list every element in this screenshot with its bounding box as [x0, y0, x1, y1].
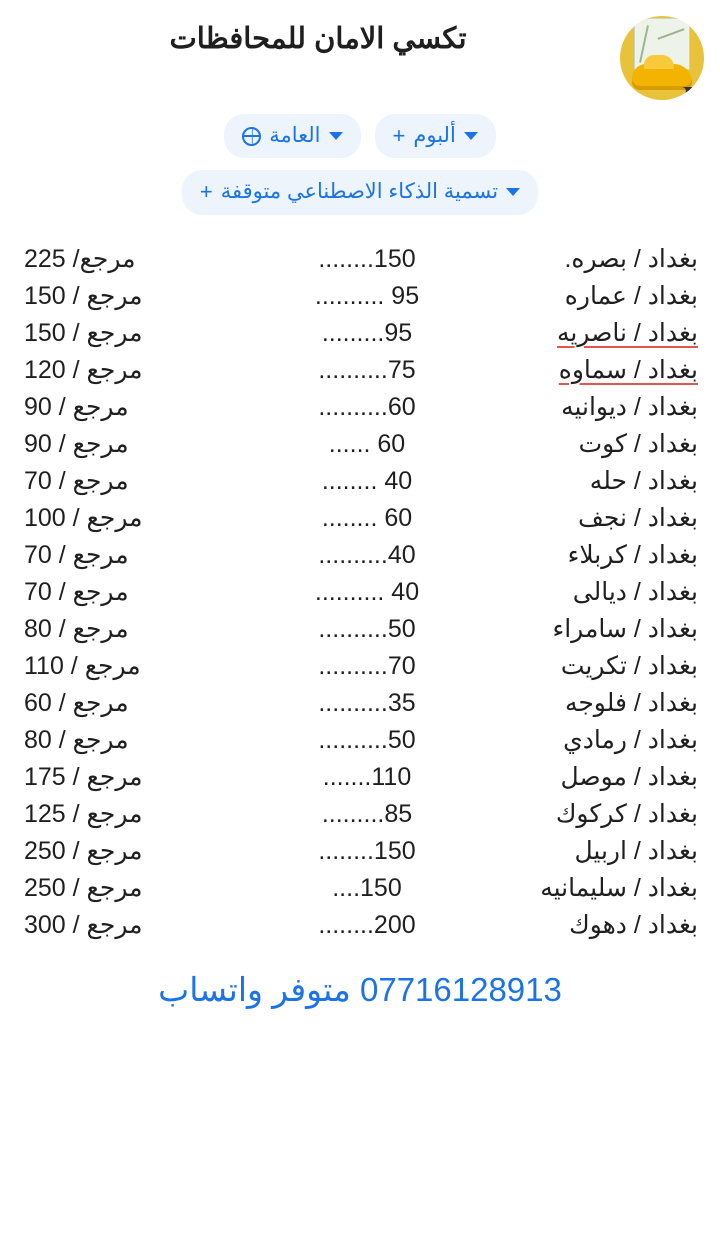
oneway-price: 60 ......: [328, 429, 406, 458]
price-row: [18, 426, 702, 463]
oneway-price: 60 ........: [321, 503, 413, 532]
price-row: [18, 611, 702, 648]
oneway-price: 95.........: [321, 318, 413, 347]
oneway-price: 75..........: [318, 355, 416, 384]
chip-row-primary: [0, 114, 720, 158]
chip-ai-labeling[interactable]: [182, 170, 538, 214]
route-label: بغداد / موصل: [560, 762, 698, 791]
contact-footer: 07716128913 متوفر واتساب: [158, 970, 562, 1008]
oneway-price: 60..........: [318, 392, 416, 421]
globe-icon: [242, 127, 261, 146]
route-label: بغداد / سماوه: [558, 355, 698, 384]
route-label: بغداد / كوت: [578, 429, 698, 458]
roundtrip-price: مرجع / 60: [24, 688, 129, 717]
roundtrip-price: مرجع / 300: [24, 910, 143, 939]
roundtrip-price: مرجع / 80: [24, 614, 129, 643]
route-label: بغداد / ناصريه: [556, 318, 698, 347]
route-label: بغداد / تكريت: [560, 651, 698, 680]
oneway-price: 35..........: [318, 688, 416, 717]
price-row: [18, 463, 702, 500]
roundtrip-price: مرجع / 90: [24, 392, 129, 421]
price-row: [18, 315, 702, 352]
roundtrip-price: مرجع / 150: [24, 281, 143, 310]
avatar[interactable]: [620, 16, 704, 100]
roundtrip-price: مرجع / 250: [24, 873, 143, 902]
price-row: [18, 574, 702, 611]
route-label: بغداد / نجف: [577, 503, 698, 532]
roundtrip-price: مرجع / 100: [24, 503, 143, 532]
plus-icon: +: [392, 123, 406, 149]
route-label: بغداد / فلوجه: [564, 688, 698, 717]
price-list: [0, 241, 720, 944]
oneway-price: 40..........: [318, 540, 416, 569]
route-label: بغداد / سامراء: [552, 614, 698, 643]
price-row: [18, 685, 702, 722]
route-label: بغداد / اربيل: [574, 836, 698, 865]
price-row: [18, 759, 702, 796]
oneway-price: 95 ..........: [314, 281, 420, 310]
route-label: بغداد / بصره.: [564, 244, 698, 273]
oneway-price: 70..........: [318, 651, 416, 680]
roundtrip-price: مرجع / 70: [24, 577, 129, 606]
price-row: [18, 796, 702, 833]
oneway-price: 110.......: [322, 762, 412, 791]
chevron-down-icon: [506, 188, 520, 196]
route-label: بغداد / كربلاء: [567, 540, 698, 569]
chip-ai-labeling-label: تسمية الذكاء الاصطناعي متوقفة: [220, 180, 499, 204]
oneway-price: 200........: [318, 910, 416, 939]
roundtrip-price: مرجع / 150: [24, 318, 143, 347]
price-row: [18, 278, 702, 315]
price-row: [18, 722, 702, 759]
roundtrip-price: مرجع / 70: [24, 466, 129, 495]
route-label: بغداد / سليمانيه: [540, 873, 698, 902]
plus-icon: +: [199, 179, 213, 205]
chip-audience-public[interactable]: [224, 114, 360, 158]
roundtrip-price: مرجع / 90: [24, 429, 129, 458]
roundtrip-price: مرجع / 110: [24, 651, 141, 680]
route-label: بغداد / عماره: [564, 281, 698, 310]
route-label: بغداد / حله: [589, 466, 698, 495]
chip-album-label: ألبوم: [413, 124, 456, 147]
route-label: بغداد / دهوك: [569, 910, 698, 939]
oneway-price: 150........: [318, 244, 416, 273]
oneway-price: 85.........: [321, 799, 413, 828]
chevron-down-icon: [329, 132, 343, 140]
chevron-down-icon: [464, 132, 478, 140]
route-label: بغداد / رمادي: [563, 725, 698, 754]
oneway-price: 40 ........: [321, 466, 413, 495]
oneway-price: 150....: [332, 873, 402, 902]
route-label: بغداد / ديالى: [572, 577, 698, 606]
roundtrip-price: مرجع / 80: [24, 725, 129, 754]
oneway-price: 40 ..........: [314, 577, 420, 606]
price-row: [18, 352, 702, 389]
roundtrip-price: مرجع / 250: [24, 836, 143, 865]
roundtrip-price: مرجع/ 225: [24, 244, 136, 273]
price-row: [18, 907, 702, 944]
post-header: [0, 0, 720, 100]
route-label: بغداد / ديوانيه: [561, 392, 698, 421]
roundtrip-price: مرجع / 125: [24, 799, 143, 828]
price-row: [18, 241, 702, 278]
price-row: [18, 648, 702, 685]
roundtrip-price: مرجع / 175: [24, 762, 143, 791]
price-row: [18, 833, 702, 870]
chip-row-secondary: [0, 170, 720, 214]
roundtrip-price: مرجع / 120: [24, 355, 143, 384]
price-row: [18, 389, 702, 426]
chip-album[interactable]: [375, 114, 496, 158]
price-row: [18, 537, 702, 574]
route-label: بغداد / كركوك: [555, 799, 698, 828]
chip-audience-label: العامة: [269, 124, 321, 147]
oneway-price: 150........: [318, 836, 416, 865]
oneway-price: 50..........: [318, 725, 416, 754]
taxi-car-icon: [632, 64, 692, 90]
oneway-price: 50..........: [318, 614, 416, 643]
roundtrip-price: مرجع / 70: [24, 540, 129, 569]
header-text: [16, 14, 620, 57]
page-title: تكسي الامان للمحافظات: [169, 23, 467, 55]
price-row: [18, 500, 702, 537]
price-row: [18, 870, 702, 907]
